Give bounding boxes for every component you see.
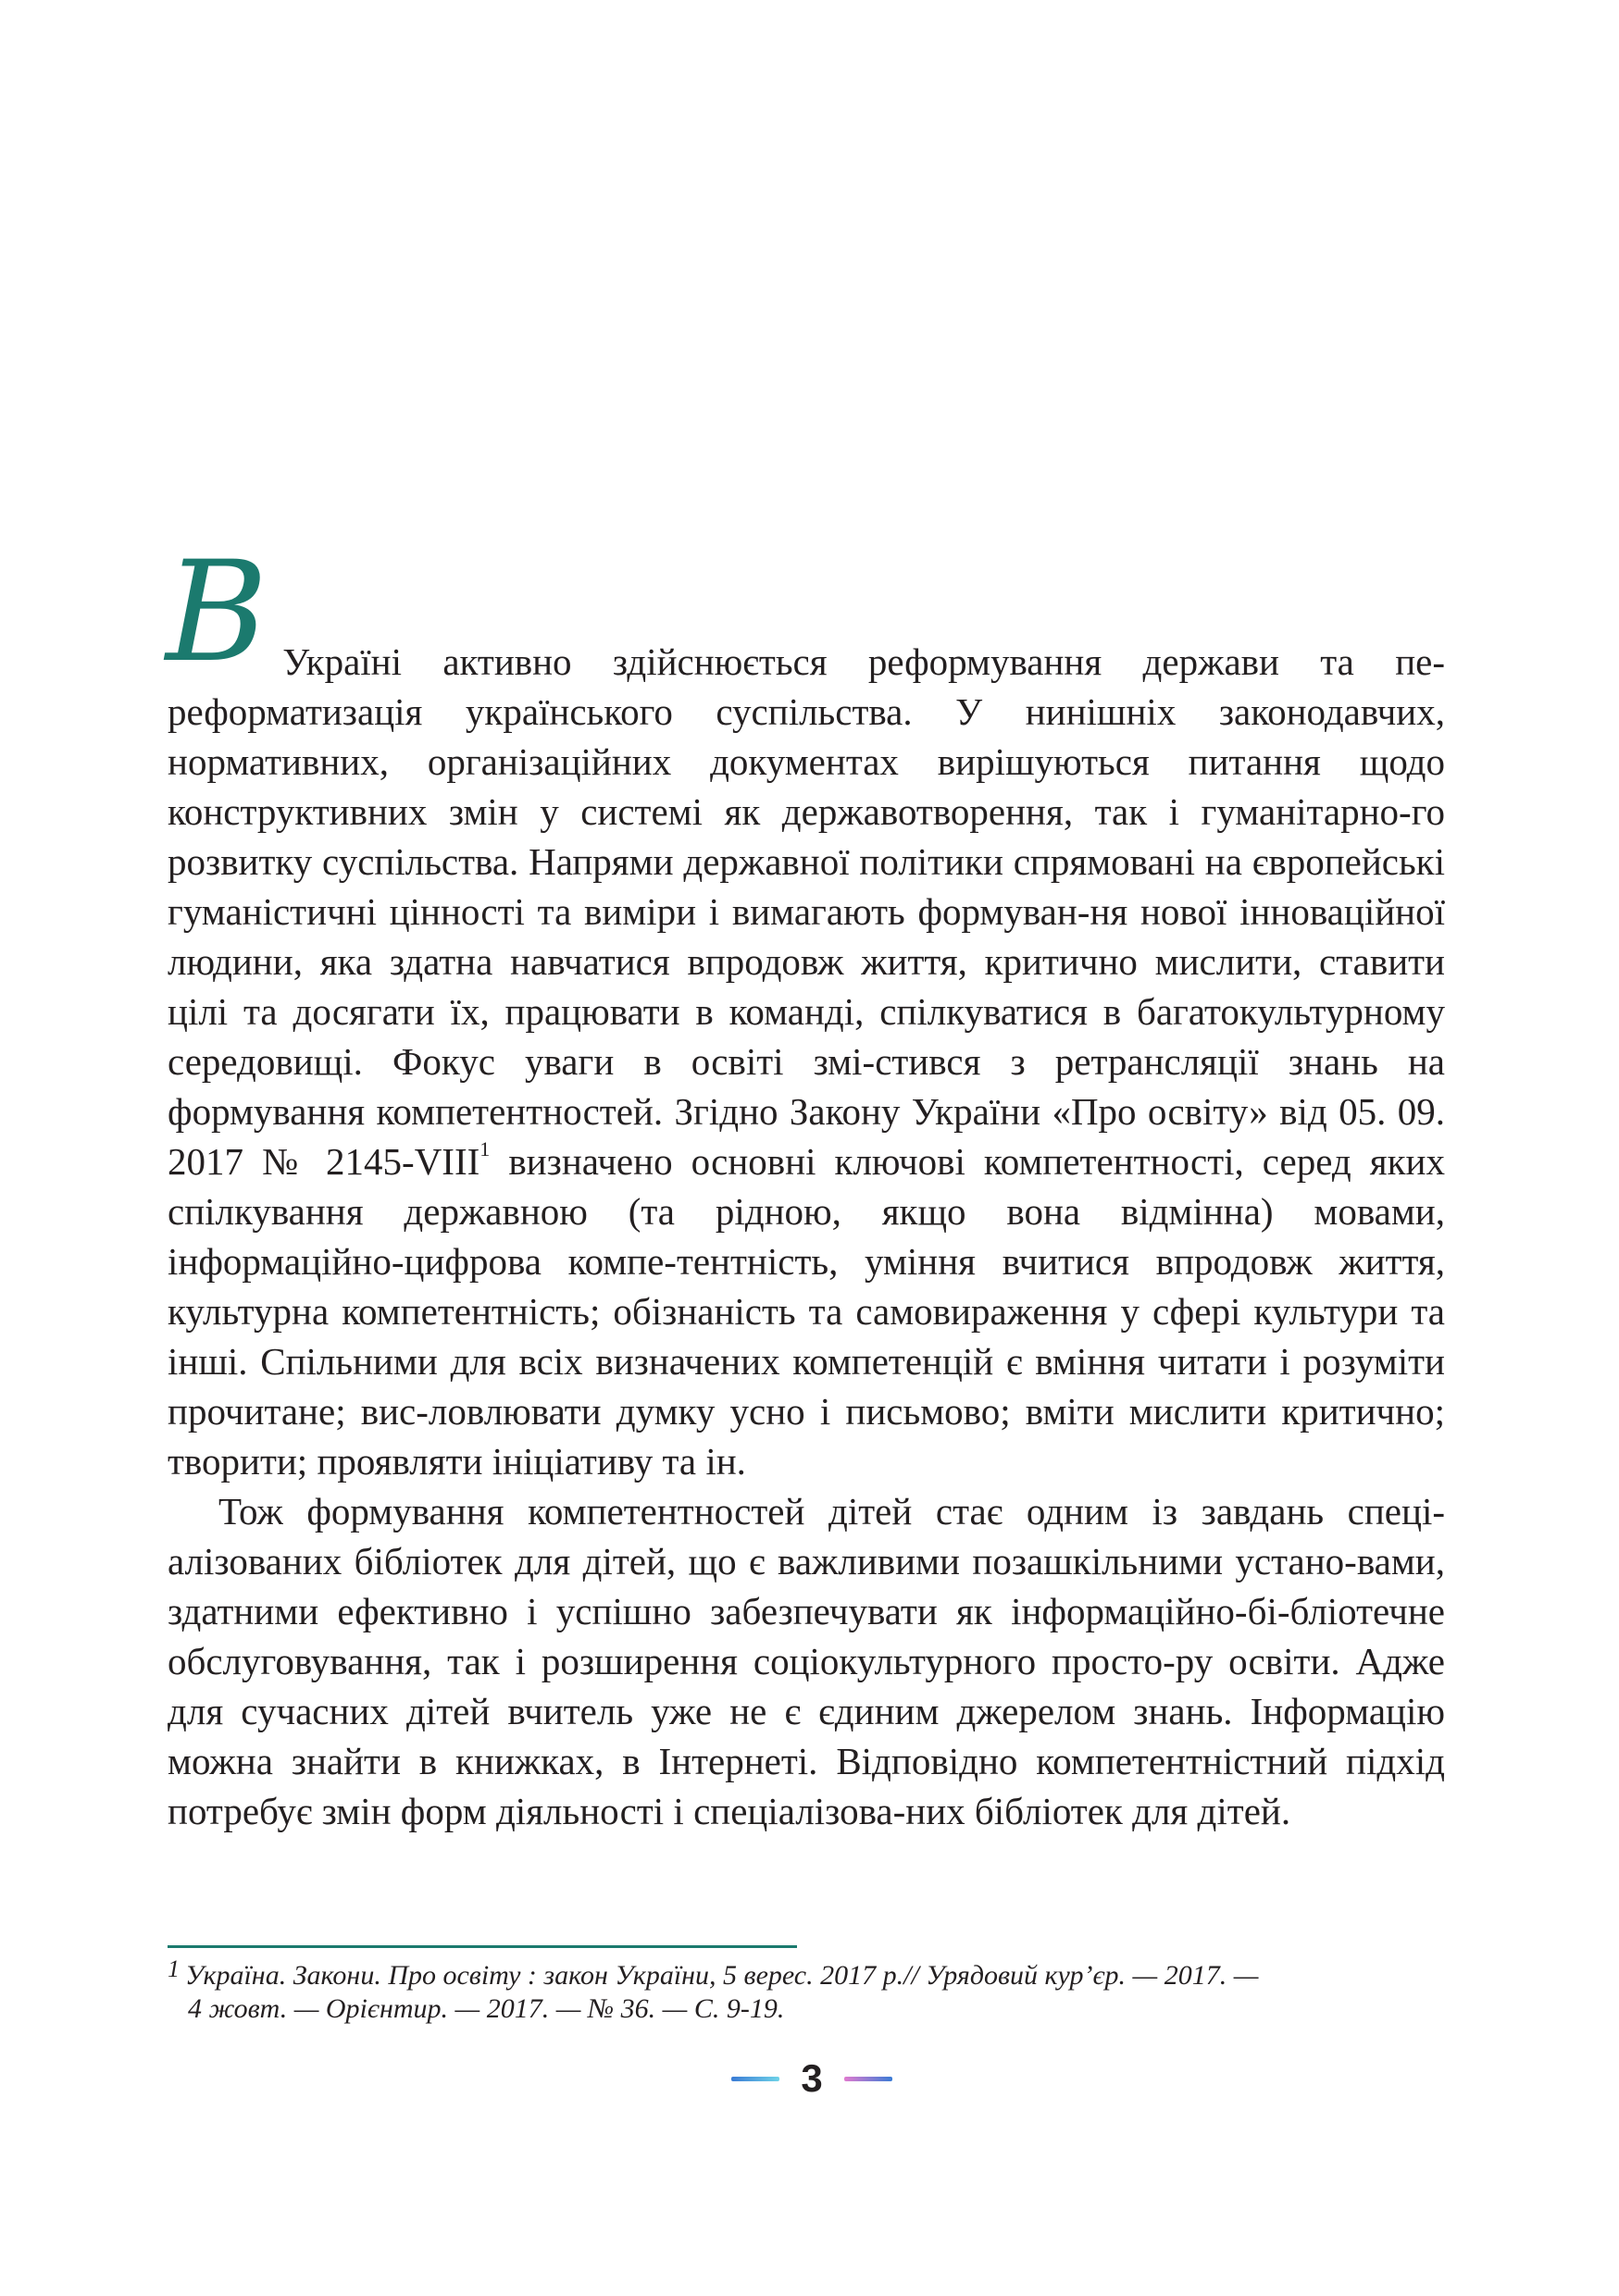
page-number: 3 [801,2056,823,2100]
paragraph-2 [168,1486,1445,1836]
footnote-reference[interactable]: 1 [479,1137,491,1160]
footnote-line-2: 4 жовт. — Орієнтир. — 2017. — № 36. — С. 9-19. [188,1993,785,2024]
page-number-left-rule [731,2077,779,2081]
footnote-number: 1 [168,1955,180,1982]
footnote-divider [168,1945,797,1948]
footnote-line-1: Україна. Закони. Про освіту : закон України, 5 верес. 2017 р.// Урядовий кур’єр. — 2017. — [185,1960,1259,1991]
paragraph-1 [166,532,1445,1486]
paragraph-2-text: Тож формування компетентностей дітей стає одним із завдань спеці-алізованих бібліотек для дітей, що є важливими позашкільними устано-вами, здатними ефективно і успішно забезпечувати як інформаційно-бі-бліотечне обслуговування, так і розширення соціокультурного просто-ру освіти. Адже для сучасних дітей вчитель уже не є єдиним джерелом знань. Інформацію можна знайти в книжках, в Інтернеті. Відповідно компетентністний підхід потребує змін форм діяльності і спеціалізова-них бібліотек для дітей. [168,1490,1445,1832]
page-number-right-rule [844,2077,892,2081]
drop-cap: В [166,532,268,693]
paragraph-1-lead: Україні активно здійснюється реформування держави та пе-реформатизація українського суспільства. У нинішніх законодавчих, нормативних, організаційних документах вирішуються питання щодо конструктивних змін у системі як державотворення, так і гуманітарно-го розвитку суспільства. Напрями державної політики спрямовані на європейські гуманістичні цінності та виміри і вимагають формуван-ня нової інноваційної людини, яка здатна навчатися впродовж життя, критично мислити, ставити цілі та досягати їх, працювати в команді, спілкуватися в багатокультурному середовищі. Фокус уваги в освіті змі-стився з ретрансляції знань на формування компетентностей. Згідно Закону України «Про освіту» від 05. 09. 2017 № 2145-VIII [168,640,1445,1183]
footnote [168,1953,1445,2026]
page-footer [0,2055,1619,2102]
main-text [166,532,1445,1836]
paragraph-1-rest: визначено основні ключові компетентності, серед яких спілкування державною (та рідною, якщо вона відмінна) мовами, інформаційно-цифрова компе-тентність, уміння вчитися впродовж життя, культурна компетентність; обізнаність та самовираження у сфері культури та інші. Спільними для всіх визначених компетенцій є вміння читати і розуміти прочитане; вис-ловлювати думку усно і письмово; вміти мислити критично; творити; проявляти ініціативу та ін. [168,1140,1445,1483]
